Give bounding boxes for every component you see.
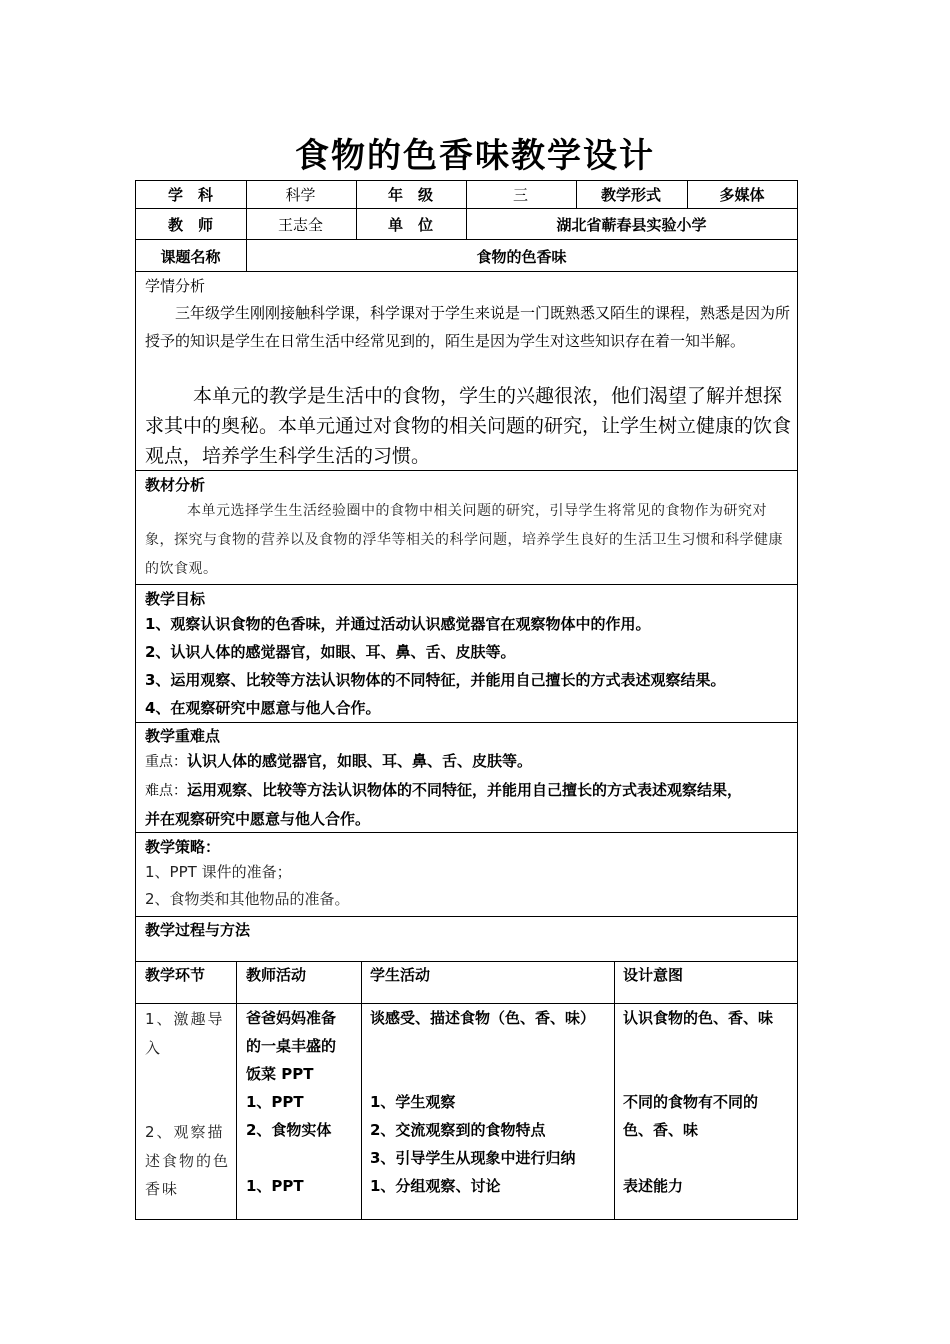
student-line: 2、交流观察到的食物特点 (370, 1121, 546, 1139)
intent-line: 认识食物的色、香、味 (623, 1009, 774, 1027)
spacer (246, 1144, 364, 1172)
teacher-label: 教 师 (167, 216, 213, 234)
difficult-point-label: 难点： (145, 783, 187, 799)
intent-line: 色、香、味 (623, 1121, 699, 1139)
process-col-stage: 教学环节 (145, 966, 206, 984)
spacer (370, 1060, 615, 1088)
subject-label: 学 科 (167, 186, 213, 204)
stage-line: 2、观察描 (145, 1123, 225, 1141)
difficult-point-text-cont: 并在观察研究中愿意与他人合作。 (145, 810, 371, 828)
student-line: 谈感受、描述食物（色、香、味） (370, 1009, 596, 1027)
intent-line: 不同的食物有不同的 (623, 1093, 759, 1111)
topic-label: 课题名称 (160, 248, 221, 266)
student-analysis-heading: 学情分析 (145, 277, 206, 295)
material-analysis-paragraph: 本单元选择学生生活经验圈中的食物中相关问题的研究，引导学生将常见的食物作为研究对象，探究与食物的营养以及食物的浮华等相关的科学问题，培养学生良好的生活卫生习惯和科学健康的饮食观。 (145, 503, 783, 577)
process-student-column (370, 1004, 615, 1200)
subject-value: 科学 (285, 186, 316, 204)
goal-item: 1、观察认识食物的色香味，并通过活动认识感觉器官在观察物体中的作用。 (145, 615, 651, 633)
topic-value: 食物的色香味 (476, 248, 567, 266)
form-value: 多媒体 (719, 186, 765, 204)
stage-line: 1、激趣导 (145, 1010, 225, 1028)
student-line: 1、分组观察、讨论 (370, 1177, 501, 1195)
key-point-text: 认识人体的感觉器官，如眼、耳、鼻、舌、皮肤等。 (187, 752, 533, 770)
unit-label: 单 位 (387, 216, 433, 234)
material-analysis-heading: 教材分析 (145, 476, 206, 494)
process-col-teacher: 教师活动 (246, 966, 307, 984)
intent-line: 表述能力 (623, 1177, 684, 1195)
teacher-line: 爸爸妈妈准备 (246, 1009, 337, 1027)
col-divider (236, 961, 237, 1219)
difficult-point-text: 运用观察、比较等方法认识物体的不同特征，并能用自己擅长的方式表述观察结果， (187, 781, 743, 799)
key-points-heading: 教学重难点 (145, 727, 221, 745)
key-point-label: 重点： (145, 754, 187, 770)
process-intent-column (623, 1004, 793, 1200)
stage-line: 香味 (145, 1180, 180, 1198)
grade-value: 三 (512, 186, 528, 204)
row-divider (136, 271, 797, 272)
page-title: 食物的色香味教学设计 (295, 136, 655, 176)
goal-item: 3、运用观察、比较等方法认识物体的不同特征，并能用自己擅长的方式表述观察结果。 (145, 671, 726, 689)
teacher-line: 的一桌丰盛的 (246, 1037, 337, 1055)
row-divider (136, 584, 797, 585)
goal-item: 2、认识人体的感觉器官，如眼、耳、鼻、舌、皮肤等。 (145, 643, 516, 661)
process-col-student: 学生活动 (370, 966, 431, 984)
student-line: 1、学生观察 (370, 1093, 456, 1111)
strategy-item: 1、PPT 课件的准备； (145, 863, 292, 881)
spacer (145, 1062, 235, 1090)
strategy-item: 2、食物类和其他物品的准备。 (145, 890, 350, 908)
form-label: 教学形式 (600, 186, 661, 204)
row-divider (136, 239, 797, 240)
goals-heading: 教学目标 (145, 590, 206, 608)
spacer (623, 1060, 793, 1088)
process-heading: 教学过程与方法 (145, 921, 251, 939)
student-analysis-paragraph-2: 本单元的教学是生活中的食物，学生的兴趣很浓，他们渴望了解并想探求其中的奥秘。本单元通过对食物的相关问题的研究，让学生树立健康的饮食观点，培养学生科学生活的习惯。 (145, 385, 792, 467)
teacher-line: 1、PPT (246, 1177, 304, 1195)
student-analysis-paragraph-1: 三年级学生刚刚接触科学课，科学课对于学生来说是一门既熟悉又陌生的课程，熟悉是因为所授予的知识是学生在日常生活中经常见到的，陌生是因为学生对这些知识存在着一知半解。 (145, 304, 791, 350)
process-stage-column (145, 1005, 235, 1204)
row-divider (136, 722, 797, 723)
stage-line: 述食物的色 (145, 1151, 231, 1170)
grade-label: 年 级 (387, 186, 433, 204)
spacer (623, 1032, 793, 1060)
strategy-heading: 教学策略： (145, 838, 221, 856)
teacher-line: 饭菜 PPT (246, 1065, 314, 1083)
teacher-value: 王志全 (277, 216, 323, 234)
goals-list (145, 610, 725, 722)
process-col-intent: 设计意图 (623, 966, 684, 984)
spacer (145, 1090, 235, 1118)
student-line: 3、引导学生从现象中进行归纳 (370, 1149, 576, 1167)
teacher-line: 1、PPT (246, 1093, 304, 1111)
stage-line: 入 (145, 1038, 163, 1057)
strategy-list (145, 859, 350, 913)
goal-item: 4、在观察研究中愿意与他人合作。 (145, 699, 381, 717)
row-divider (136, 916, 797, 917)
key-points-list (145, 747, 742, 833)
process-teacher-column (246, 1004, 364, 1200)
unit-value: 湖北省蕲春县实验小学 (556, 216, 707, 234)
spacer (623, 1144, 793, 1172)
spacer (370, 1032, 615, 1060)
teacher-line: 2、食物实体 (246, 1121, 332, 1139)
